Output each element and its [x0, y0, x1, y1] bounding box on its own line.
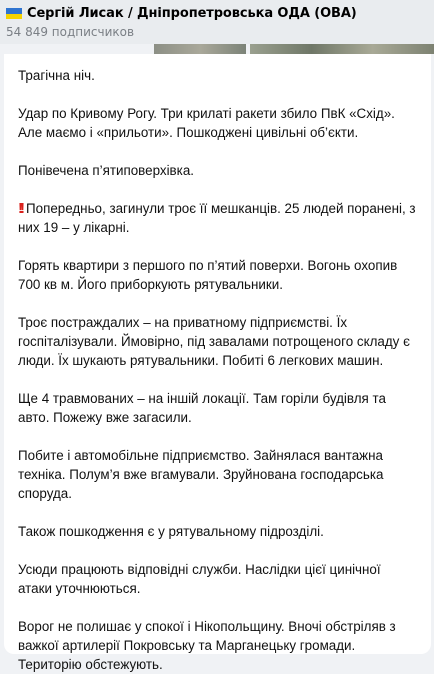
channel-title-row — [6, 6, 357, 21]
message-paragraph: Також пошкодження є у рятувальному підрозділі. — [18, 524, 324, 539]
message-paragraph: Понівечена п’ятиповерхівка. — [18, 163, 194, 178]
channel-title: Сергій Лисак / Дніпропетровська ОДА (ОВА) — [27, 6, 357, 21]
message-bubble[interactable] — [4, 54, 431, 672]
message-paragraph: Горять квартири з першого по п’ятий поверхи. Вогонь охопив 700 кв м. Його приборкують рятувальники. — [18, 258, 398, 292]
message-paragraph: Трагічна ніч. — [18, 68, 95, 83]
message-paragraph: !! Попередньо, загинули троє її мешканців. 25 людей поранені, з них 19 – у лікарні. — [18, 200, 416, 235]
message-paragraph: Ще 4 травмованих – на іншій локації. Там горіли будівля та авто. Пожежу вже загасили. — [18, 391, 386, 425]
message-paragraph: Усюди працюють відповідні служби. Наслідки цієї цинічної атаки уточнюються. — [18, 562, 381, 596]
message-paragraph: Ворог не полишає у спокої і Нікопольщину. Вночі обстріляв з важкої артилерії Покровську та Марганецьку громади. Територію обстежують. — [18, 619, 396, 672]
message-paragraph: Удар по Кривому Рогу. Три крилаті ракети збило ПвК «Схід». Але маємо і «прильоти». Пошкоджені цивільні об’єкти. — [18, 106, 395, 140]
previous-media-strip[interactable] — [0, 44, 434, 54]
subscriber-count: 54 849 подписчиков — [6, 25, 135, 39]
double-exclamation-icon: !! — [18, 200, 22, 217]
ukraine-flag-icon — [6, 8, 22, 19]
message-paragraph: Троє постраждалих – на приватному підприємстві. Їх госпіталізували. Ймовірно, під завалами потрощеного складу є люди. Їх шукають рятувальники. Побиті 6 легкових машин. — [18, 315, 410, 368]
channel-header[interactable] — [0, 0, 434, 48]
message-paragraph: Побите і автомобільне підприємство. Зайнялася вантажна техніка. Полум’я вже вгамували. Зруйнована господарська споруда. — [18, 448, 384, 501]
